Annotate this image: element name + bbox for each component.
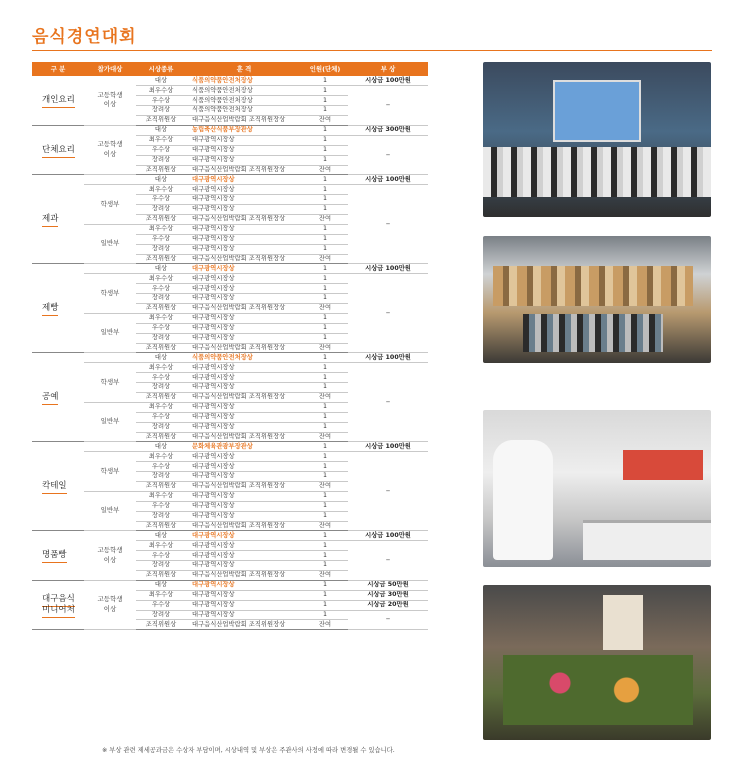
honor-cell: 대구광역시장상	[186, 224, 302, 234]
category-cell	[32, 76, 84, 125]
prize-cell: 시상금 30만원	[348, 590, 428, 600]
table-header-row	[32, 62, 428, 76]
category-cell	[32, 580, 84, 629]
honor-cell: 식품의약품안전처장상	[186, 86, 302, 96]
prize-cell: –	[348, 185, 428, 264]
honor-cell: 대구광역시장상	[186, 284, 302, 294]
count-cell: 1	[302, 175, 348, 185]
category-label: 제빵	[42, 303, 58, 316]
category-label: 칵테일	[42, 481, 67, 494]
category-label: 개인요리	[42, 95, 75, 108]
category-label: 명품빵	[42, 550, 67, 563]
award-type-cell: 최우수상	[136, 224, 186, 234]
table-row	[32, 264, 428, 274]
count-cell: 1	[302, 580, 348, 590]
count-cell: 1	[302, 511, 348, 521]
honor-cell: 대구음식산업박람회 조직위원장상	[186, 116, 302, 126]
award-type-cell: 조직위원상	[136, 214, 186, 224]
honor-cell: 대구광역시장상	[186, 155, 302, 165]
honor-cell: 대구광역시장상	[186, 462, 302, 472]
honor-cell: 대구음식산업박람회 조직위원장상	[186, 393, 302, 403]
award-type-cell: 우수상	[136, 412, 186, 422]
target-cell: 일반부	[84, 402, 136, 442]
target-cell: 고등학생 이상	[84, 76, 136, 125]
honor-cell: 대구음식산업박람회 조직위원장상	[186, 303, 302, 313]
header-honor: 훈 격	[186, 62, 302, 76]
count-cell: 잔여	[302, 214, 348, 224]
honor-cell: 대구광역시장상	[186, 175, 302, 185]
food-sculpture	[503, 655, 693, 725]
award-type-cell: 조직위원상	[136, 254, 186, 264]
award-type-cell: 대상	[136, 175, 186, 185]
award-type-cell: 조직위원상	[136, 482, 186, 492]
target-cell: 일반부	[84, 313, 136, 353]
count-cell: 1	[302, 205, 348, 215]
count-cell: 1	[302, 541, 348, 551]
count-cell: 1	[302, 600, 348, 610]
prize-cell: 시상금 100만원	[348, 442, 428, 452]
honor-cell: 대구음식산업박람회 조직위원장상	[186, 571, 302, 581]
award-type-cell: 장려상	[136, 561, 186, 571]
prize-cell: 시상금 100만원	[348, 264, 428, 274]
award-type-cell: 장려상	[136, 155, 186, 165]
count-cell: 잔여	[302, 254, 348, 264]
count-cell: 잔여	[302, 343, 348, 353]
award-type-cell: 최우수상	[136, 491, 186, 501]
award-type-cell: 대상	[136, 264, 186, 274]
prize-cell: –	[348, 363, 428, 442]
table-row	[32, 442, 428, 452]
honor-cell: 대구광역시장상	[186, 195, 302, 205]
header-award-type: 시상종류	[136, 62, 186, 76]
exhibition-hall-photo	[483, 236, 711, 363]
count-cell: 1	[302, 452, 348, 462]
award-type-cell: 장려상	[136, 511, 186, 521]
honor-cell: 대구광역시장상	[186, 323, 302, 333]
display-tables	[493, 266, 693, 306]
prize-cell: 시상금 50만원	[348, 580, 428, 590]
award-type-cell: 장려상	[136, 244, 186, 254]
target-cell: 학생부	[84, 185, 136, 225]
count-cell: 1	[302, 383, 348, 393]
count-cell: 1	[302, 472, 348, 482]
count-cell: 1	[302, 442, 348, 452]
honor-cell: 대구음식산업박람회 조직위원장상	[186, 482, 302, 492]
count-cell: 1	[302, 274, 348, 284]
count-cell: 1	[302, 491, 348, 501]
honor-cell: 대구광역시장상	[186, 590, 302, 600]
award-type-cell: 장려상	[136, 294, 186, 304]
target-cell: 학생부	[84, 363, 136, 403]
table-row	[32, 353, 428, 363]
target-cell: 고등학생 이상	[84, 125, 136, 174]
count-cell: 1	[302, 551, 348, 561]
honor-cell: 농림축산식품부장관상	[186, 125, 302, 135]
prize-cell: –	[348, 274, 428, 353]
award-type-cell: 장려상	[136, 106, 186, 116]
count-cell: 1	[302, 284, 348, 294]
award-table-container	[32, 62, 428, 630]
award-type-cell: 최우수상	[136, 590, 186, 600]
table-row	[32, 274, 428, 284]
count-cell: 1	[302, 333, 348, 343]
award-type-cell: 최우수상	[136, 86, 186, 96]
award-type-cell: 우수상	[136, 551, 186, 561]
count-cell: 1	[302, 185, 348, 195]
count-cell: 1	[302, 501, 348, 511]
header-category: 구 분	[32, 62, 84, 76]
honor-cell: 대구광역시장상	[186, 274, 302, 284]
category-cell	[32, 442, 84, 531]
award-type-cell: 최우수상	[136, 185, 186, 195]
prize-cell: 시상금 100만원	[348, 76, 428, 86]
award-type-cell: 우수상	[136, 462, 186, 472]
honor-cell: 대구음식산업박람회 조직위원장상	[186, 521, 302, 531]
category-cell	[32, 531, 84, 580]
award-type-cell: 최우수상	[136, 402, 186, 412]
honor-cell: 대구광역시장상	[186, 264, 302, 274]
count-cell: 1	[302, 145, 348, 155]
honor-cell: 대구광역시장상	[186, 205, 302, 215]
target-cell	[84, 175, 136, 185]
count-cell: 1	[302, 561, 348, 571]
count-cell: 1	[302, 135, 348, 145]
honor-cell: 대구광역시장상	[186, 363, 302, 373]
category-label: 대구음식 미니어처	[42, 594, 75, 618]
honor-cell: 대구광역시장상	[186, 511, 302, 521]
honor-cell: 대구광역시장상	[186, 145, 302, 155]
honor-cell: 식품의약품안전처장상	[186, 96, 302, 106]
award-type-cell: 우수상	[136, 284, 186, 294]
table-row	[32, 580, 428, 590]
award-type-cell: 우수상	[136, 501, 186, 511]
count-cell: 잔여	[302, 165, 348, 175]
table-row	[32, 531, 428, 541]
count-cell: 잔여	[302, 393, 348, 403]
award-type-cell: 대상	[136, 125, 186, 135]
honor-cell: 대구음식산업박람회 조직위원장상	[186, 254, 302, 264]
count-cell: 1	[302, 590, 348, 600]
honor-cell: 대구광역시장상	[186, 234, 302, 244]
award-table	[32, 62, 428, 630]
chefs-judging-photo	[483, 410, 711, 567]
award-type-cell: 조직위원상	[136, 521, 186, 531]
awards-ceremony-photo	[483, 62, 711, 217]
count-cell: 1	[302, 323, 348, 333]
count-cell: 잔여	[302, 482, 348, 492]
booth-banner	[623, 450, 703, 480]
honor-cell: 문화체육관광부장관상	[186, 442, 302, 452]
judging-table	[583, 520, 711, 560]
award-type-cell: 장려상	[136, 422, 186, 432]
count-cell: 1	[302, 155, 348, 165]
target-cell	[84, 442, 136, 452]
honor-cell: 대구광역시장상	[186, 541, 302, 551]
food-display-photo	[483, 585, 711, 740]
honor-cell: 대구광역시장상	[186, 135, 302, 145]
honor-cell: 대구광역시장상	[186, 185, 302, 195]
category-label: 제과	[42, 214, 58, 227]
count-cell: 1	[302, 195, 348, 205]
page-title: 음식경연대회	[32, 27, 137, 47]
prize-cell: 시상금 100만원	[348, 531, 428, 541]
prize-cell: –	[348, 135, 428, 175]
target-cell: 일반부	[84, 491, 136, 531]
prize-cell: 시상금 300만원	[348, 125, 428, 135]
prize-cell: 시상금 100만원	[348, 175, 428, 185]
honor-cell: 대구광역시장상	[186, 333, 302, 343]
award-type-cell: 장려상	[136, 610, 186, 620]
award-type-cell: 최우수상	[136, 135, 186, 145]
award-type-cell: 대상	[136, 353, 186, 363]
award-type-cell: 최우수상	[136, 452, 186, 462]
award-type-cell: 최우수상	[136, 313, 186, 323]
award-type-cell: 조직위원상	[136, 620, 186, 630]
honor-cell: 대구광역시장상	[186, 561, 302, 571]
award-type-cell: 대상	[136, 76, 186, 86]
stage-screen	[553, 80, 641, 142]
count-cell: 1	[302, 363, 348, 373]
award-type-cell: 우수상	[136, 234, 186, 244]
award-type-cell: 장려상	[136, 333, 186, 343]
category-cell	[32, 175, 84, 264]
award-type-cell: 조직위원상	[136, 116, 186, 126]
award-type-cell: 대상	[136, 442, 186, 452]
table-body	[32, 76, 428, 630]
honor-cell: 대구광역시장상	[186, 412, 302, 422]
category-label: 단체요리	[42, 145, 75, 158]
target-cell	[84, 353, 136, 363]
award-type-cell: 조직위원상	[136, 571, 186, 581]
honor-cell: 대구음식산업박람회 조직위원장상	[186, 214, 302, 224]
award-type-cell: 우수상	[136, 195, 186, 205]
people-row	[483, 147, 711, 197]
title-divider	[32, 50, 712, 51]
count-cell: 1	[302, 234, 348, 244]
count-cell: 1	[302, 264, 348, 274]
target-cell: 일반부	[84, 224, 136, 264]
target-cell: 고등학생 이상	[84, 580, 136, 629]
honor-cell: 대구광역시장상	[186, 610, 302, 620]
target-cell: 학생부	[84, 452, 136, 492]
honor-cell: 대구광역시장상	[186, 373, 302, 383]
award-type-cell: 조직위원상	[136, 343, 186, 353]
award-type-cell: 최우수상	[136, 363, 186, 373]
award-type-cell: 우수상	[136, 96, 186, 106]
count-cell: 1	[302, 244, 348, 254]
count-cell: 잔여	[302, 116, 348, 126]
count-cell: 1	[302, 294, 348, 304]
table-row	[32, 363, 428, 373]
header-count: 인원(단체)	[302, 62, 348, 76]
award-type-cell: 조직위원상	[136, 165, 186, 175]
count-cell: 잔여	[302, 303, 348, 313]
count-cell: 1	[302, 96, 348, 106]
award-type-cell: 최우수상	[136, 274, 186, 284]
honor-cell: 대구음식산업박람회 조직위원장상	[186, 165, 302, 175]
honor-cell: 대구광역시장상	[186, 244, 302, 254]
count-cell: 1	[302, 106, 348, 116]
award-type-cell: 조직위원상	[136, 432, 186, 442]
table-row	[32, 452, 428, 462]
count-cell: 1	[302, 373, 348, 383]
table-row	[32, 76, 428, 86]
target-cell: 학생부	[84, 274, 136, 314]
target-cell	[84, 264, 136, 274]
award-type-cell: 우수상	[136, 323, 186, 333]
award-type-cell: 장려상	[136, 205, 186, 215]
count-cell: 1	[302, 531, 348, 541]
header-prize: 부 상	[348, 62, 428, 76]
table-row	[32, 125, 428, 135]
honor-cell: 대구광역시장상	[186, 383, 302, 393]
award-type-cell: 대상	[136, 580, 186, 590]
honor-cell: 대구광역시장상	[186, 294, 302, 304]
honor-cell: 대구음식산업박람회 조직위원장상	[186, 343, 302, 353]
prize-cell: 시상금 100만원	[348, 353, 428, 363]
award-type-cell: 대상	[136, 531, 186, 541]
count-cell: 잔여	[302, 432, 348, 442]
honor-cell: 대구광역시장상	[186, 501, 302, 511]
honor-cell: 대구광역시장상	[186, 402, 302, 412]
honor-cell: 대구광역시장상	[186, 313, 302, 323]
honor-cell: 대구광역시장상	[186, 580, 302, 590]
award-type-cell: 장려상	[136, 472, 186, 482]
honor-cell: 식품의약품안전처장상	[186, 106, 302, 116]
award-type-cell: 우수상	[136, 373, 186, 383]
table-row	[32, 185, 428, 195]
honor-cell: 대구광역시장상	[186, 491, 302, 501]
honor-cell: 식품의약품안전처장상	[186, 76, 302, 86]
count-cell: 1	[302, 412, 348, 422]
honor-cell: 대구광역시장상	[186, 422, 302, 432]
header-target: 참가대상	[84, 62, 136, 76]
count-cell: 잔여	[302, 571, 348, 581]
table-row	[32, 175, 428, 185]
count-cell: 1	[302, 125, 348, 135]
prize-cell: –	[348, 86, 428, 126]
footnote: ※ 부상 관련 제세공과금은 수상자 부담이며, 시상내역 및 부상은 주관사의 사정에 따라 변경될 수 있습니다.	[102, 747, 395, 754]
award-type-cell: 조직위원상	[136, 303, 186, 313]
honor-cell: 대구광역시장상	[186, 551, 302, 561]
count-cell: 1	[302, 224, 348, 234]
honor-cell: 대구음식산업박람회 조직위원장상	[186, 620, 302, 630]
award-type-cell: 우수상	[136, 600, 186, 610]
honor-cell: 대구광역시장상	[186, 531, 302, 541]
count-cell: 1	[302, 610, 348, 620]
count-cell: 1	[302, 353, 348, 363]
honor-cell: 대구광역시장상	[186, 452, 302, 462]
category-cell	[32, 125, 84, 174]
count-cell: 잔여	[302, 521, 348, 531]
count-cell: 1	[302, 86, 348, 96]
count-cell: 잔여	[302, 620, 348, 630]
count-cell: 1	[302, 76, 348, 86]
honor-cell: 대구광역시장상	[186, 600, 302, 610]
count-cell: 1	[302, 402, 348, 412]
category-label: 공예	[42, 392, 58, 405]
category-cell	[32, 353, 84, 442]
honor-cell: 식품의약품안전처장상	[186, 353, 302, 363]
count-cell: 1	[302, 313, 348, 323]
award-type-cell: 조직위원상	[136, 393, 186, 403]
honor-cell: 대구광역시장상	[186, 472, 302, 482]
prize-cell: –	[348, 610, 428, 630]
category-cell	[32, 264, 84, 353]
target-cell: 고등학생 이상	[84, 531, 136, 580]
prize-cell: –	[348, 452, 428, 531]
award-type-cell: 장려상	[136, 383, 186, 393]
prize-cell: –	[348, 541, 428, 581]
award-type-cell: 최우수상	[136, 541, 186, 551]
exhibit-sign	[603, 595, 643, 650]
prize-cell: 시상금 20만원	[348, 600, 428, 610]
count-cell: 1	[302, 462, 348, 472]
visitors	[523, 314, 663, 352]
chef-figure	[493, 440, 553, 560]
honor-cell: 대구음식산업박람회 조직위원장상	[186, 432, 302, 442]
count-cell: 1	[302, 422, 348, 432]
award-type-cell: 우수상	[136, 145, 186, 155]
